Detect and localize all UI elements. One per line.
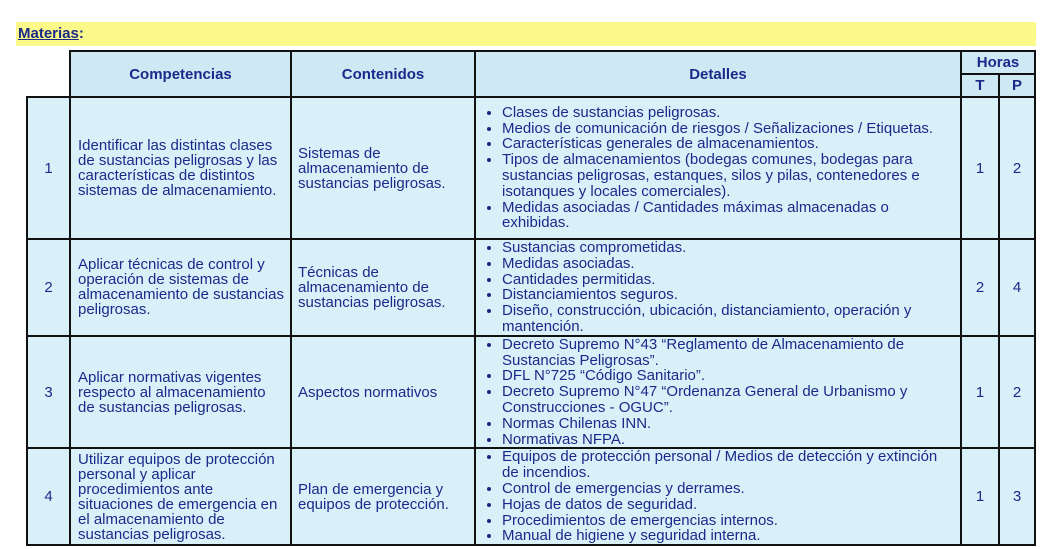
detalle-item: • Sustancias comprometidas. <box>502 240 956 256</box>
horas-t-cell: 1 <box>961 448 999 545</box>
materias-table <box>26 50 1036 546</box>
detalle-item: • Equipos de protección personal / Medios de detección y extinción de incendios. <box>502 449 956 481</box>
row-number: 1 <box>27 97 70 239</box>
horas-t-cell: 2 <box>961 239 999 336</box>
section-title <box>18 25 84 42</box>
blank-header-cell <box>27 51 70 97</box>
detalles-cell <box>475 97 961 239</box>
detalles-list <box>476 337 960 448</box>
section-title-suffix: : <box>78 25 84 42</box>
detalles-cell <box>475 448 961 545</box>
table-row <box>27 97 1035 239</box>
detalle-item: • Normas Chilenas INN. <box>502 416 956 432</box>
detalle-item: • Decreto Supremo N°47 “Ordenanza General de Urbanismo y Construcciones - OGUC”. <box>502 384 956 416</box>
header-t: T <box>961 74 999 97</box>
detalles-list <box>476 449 960 544</box>
detalle-item: • Diseño, construcción, ubicación, distanciamiento, operación y mantención. <box>502 303 956 335</box>
competencia-cell: Aplicar técnicas de control y operación de sistemas de almacenamiento de sustancias peligrosas. <box>70 239 291 336</box>
horas-t-cell: 1 <box>961 336 999 449</box>
detalles-list <box>476 240 960 335</box>
detalle-item: • Medidas asociadas. <box>502 256 956 272</box>
header-detalles: Detalles <box>475 51 961 97</box>
detalle-item: • Medidas asociadas / Cantidades máximas almacenadas o exhibidas. <box>502 200 956 232</box>
contenido-cell: Sistemas de almacenamiento de sustancias peligrosas. <box>291 97 475 239</box>
detalle-item: • Tipos de almacenamientos (bodegas comunes, bodegas para sustancias peligrosas, estanques, silos y pilas, contenedores e isotanques y locales comerciales). <box>502 152 956 199</box>
detalle-item: • Medios de comunicación de riesgos / Señalizaciones / Etiquetas. <box>502 121 956 137</box>
header-p: P <box>999 74 1035 97</box>
horas-t-cell: 1 <box>961 97 999 239</box>
contenido-cell: Aspectos normativos <box>291 336 475 449</box>
competencia-cell: Aplicar normativas vigentes respecto al almacenamiento de sustancias peligrosas. <box>70 336 291 449</box>
table-row <box>27 239 1035 336</box>
detalle-item: • Procedimientos de emergencias internos. <box>502 513 956 529</box>
table-body <box>27 97 1035 545</box>
detalle-item: • Clases de sustancias peligrosas. <box>502 105 956 121</box>
detalle-item: • Manual de higiene y seguridad interna. <box>502 528 956 544</box>
contenido-cell: Técnicas de almacenamiento de sustancias peligrosas. <box>291 239 475 336</box>
detalle-item: • Decreto Supremo N°43 “Reglamento de Almacenamiento de Sustancias Peligrosas”. <box>502 337 956 369</box>
detalle-item: • Control de emergencias y derrames. <box>502 481 956 497</box>
row-number: 4 <box>27 448 70 545</box>
table-row <box>27 448 1035 545</box>
horas-p-cell: 3 <box>999 448 1035 545</box>
horas-p-cell: 4 <box>999 239 1035 336</box>
table-row <box>27 336 1035 449</box>
detalles-cell <box>475 336 961 449</box>
detalle-item: • Características generales de almacenamientos. <box>502 136 956 152</box>
section-title-text: Materias <box>18 25 79 42</box>
detalles-list <box>476 105 960 231</box>
header-competencias: Competencias <box>70 51 291 97</box>
header-horas: Horas <box>961 51 1035 74</box>
header-contenidos: Contenidos <box>291 51 475 97</box>
detalle-item: • Cantidades permitidas. <box>502 272 956 288</box>
detalle-item: • Normativas NFPA. <box>502 432 956 448</box>
horas-p-cell: 2 <box>999 97 1035 239</box>
detalles-cell <box>475 239 961 336</box>
competencia-cell: Identificar las distintas clases de sustancias peligrosas y las características de distintos sistemas de almacenamiento. <box>70 97 291 239</box>
detalle-item: • Distanciamientos seguros. <box>502 287 956 303</box>
detalle-item: • Hojas de datos de seguridad. <box>502 497 956 513</box>
horas-p-cell: 2 <box>999 336 1035 449</box>
row-number: 3 <box>27 336 70 449</box>
detalle-item: • DFL N°725 “Código Sanitario”. <box>502 368 956 384</box>
competencia-cell: Utilizar equipos de protección personal y aplicar procedimientos ante situaciones de emergencia en el almacenamiento de sustancias peligrosas. <box>70 448 291 545</box>
row-number: 2 <box>27 239 70 336</box>
contenido-cell: Plan de emergencia y equipos de protección. <box>291 448 475 545</box>
section-banner <box>16 22 1036 46</box>
